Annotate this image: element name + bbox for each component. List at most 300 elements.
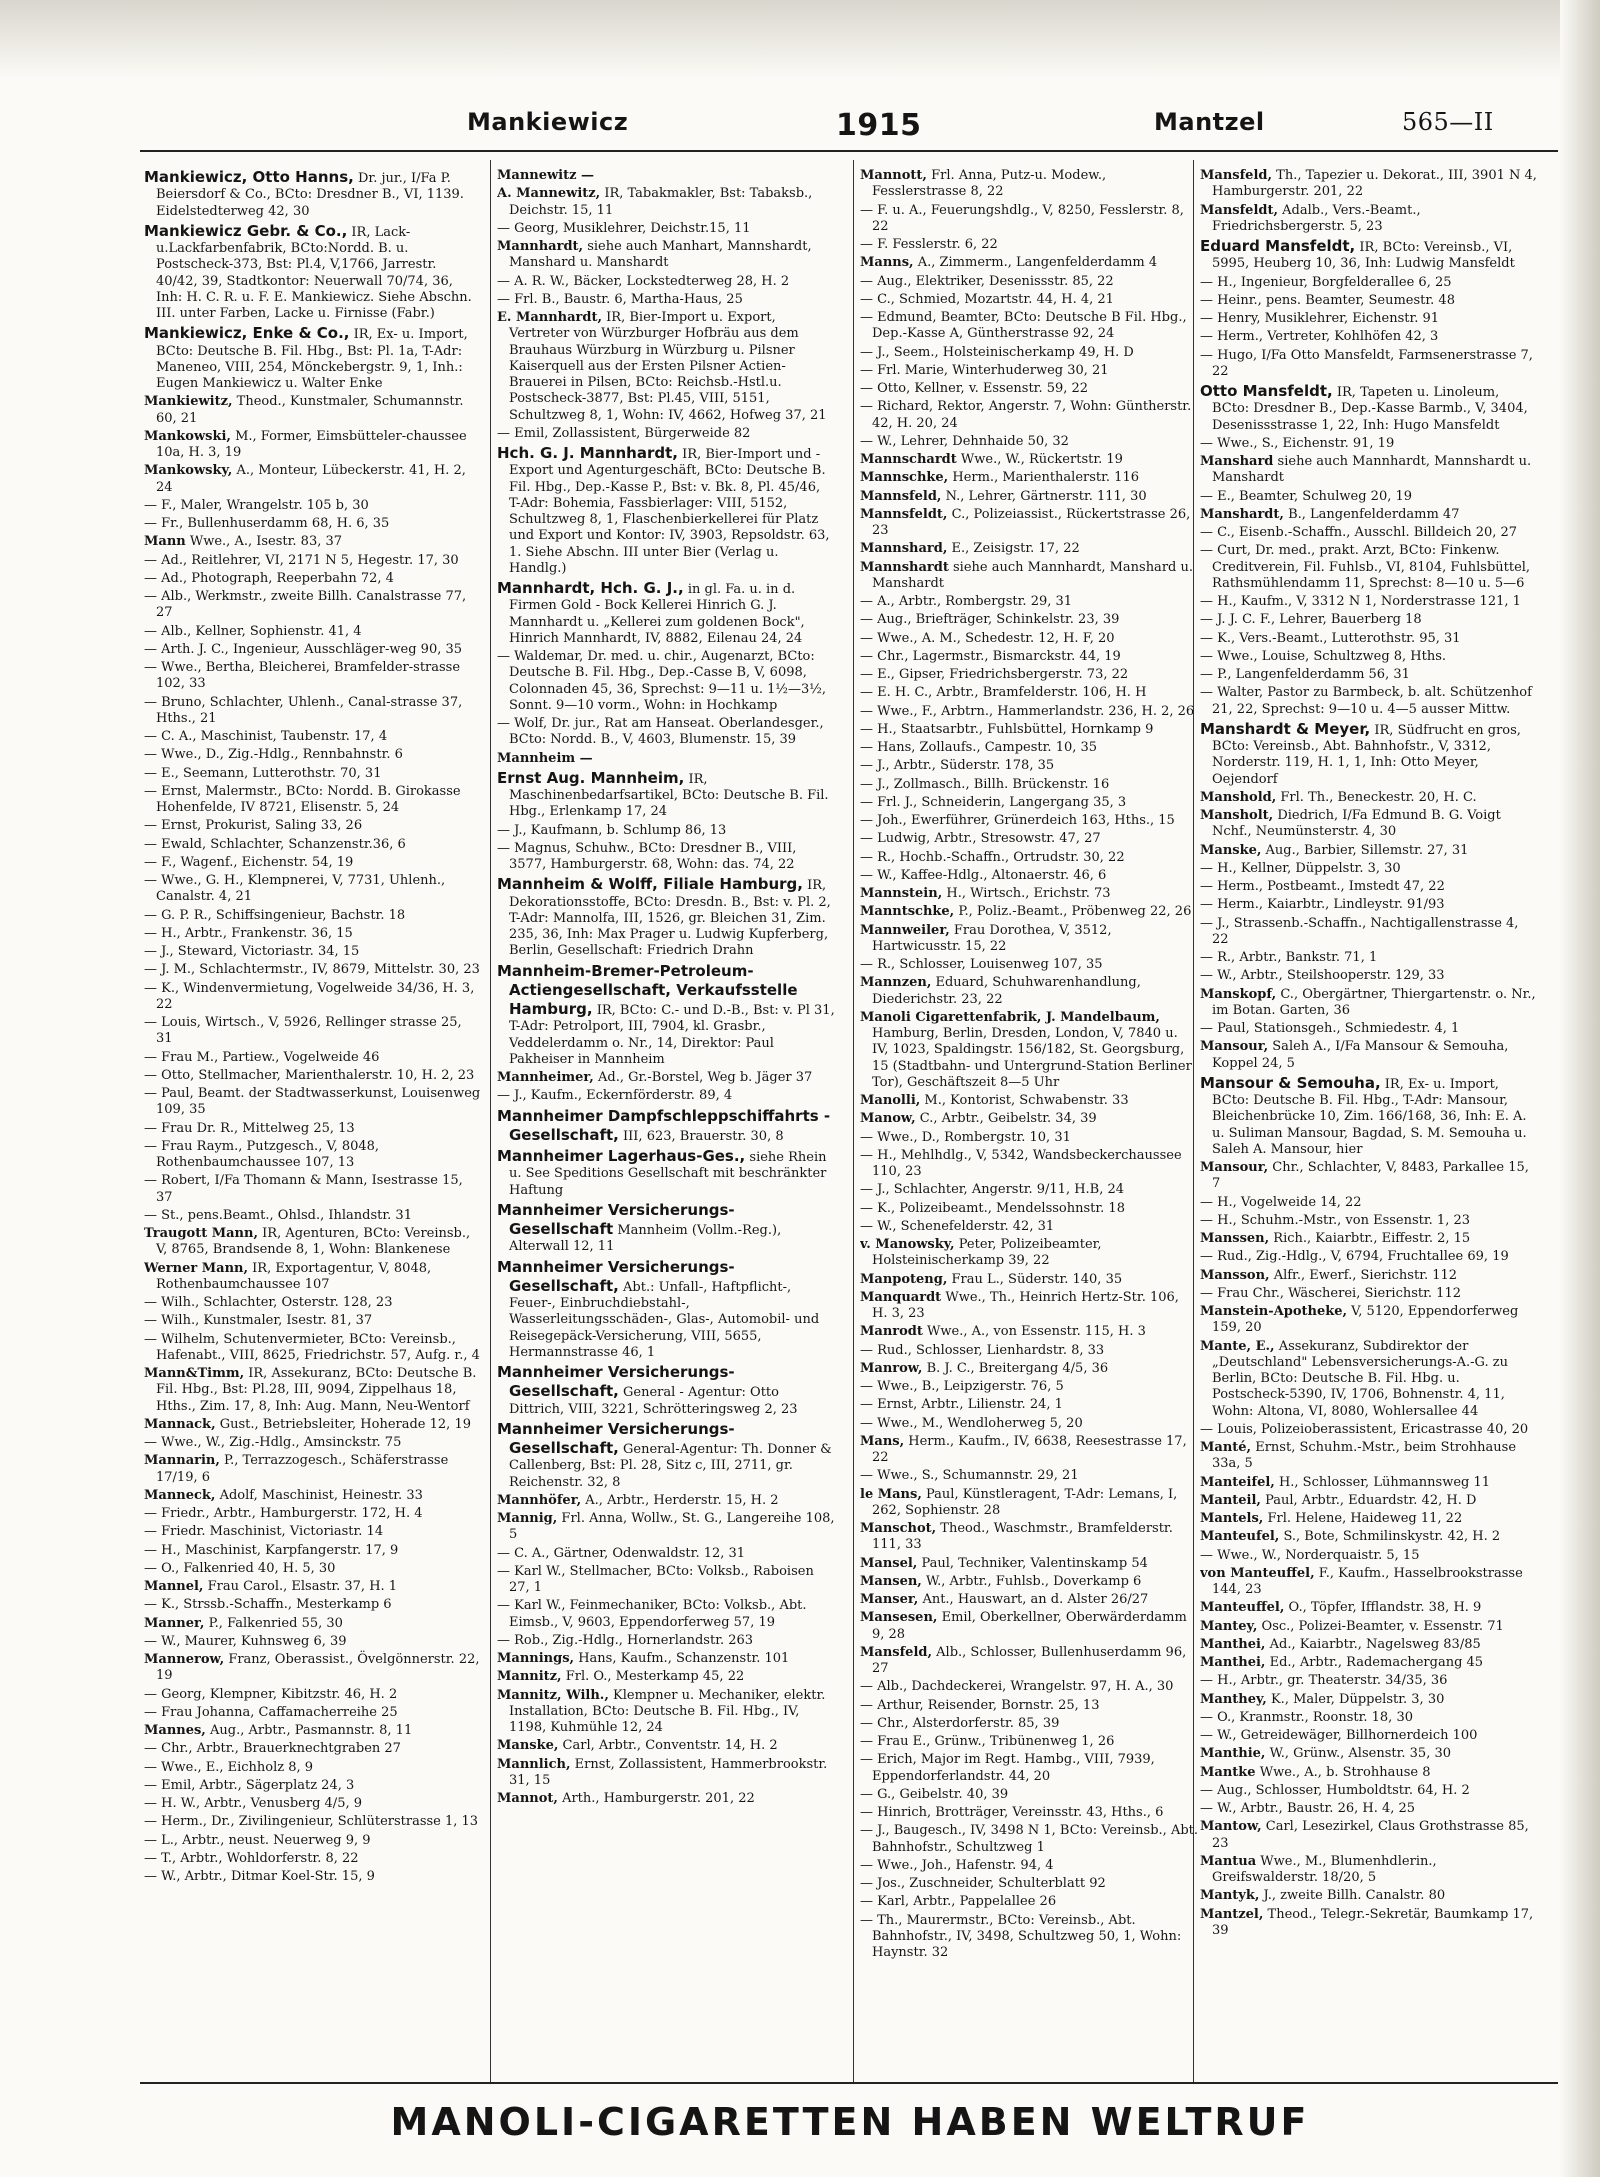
column-4 — [1200, 168, 1538, 2080]
entry-details: — Rob., Zig.-Hdlg., Hornerlandstr. 263 — [497, 1632, 754, 1648]
entry-details: — Georg, Musiklehrer, Deichstr.15, 11 — [497, 220, 751, 236]
entry-details: K., Maler, Düppelstr. 3, 30 — [1270, 1691, 1445, 1707]
entry-details: — Aug., Elektriker, Desenissstr. 85, 22 — [860, 273, 1114, 289]
directory-entry — [860, 560, 1198, 593]
entry-details: — E., Seemann, Lutterothstr. 70, 31 — [144, 765, 382, 781]
entry-details: Wwe., Th., Heinrich Hertz-Str. 106, H. 3, 23 — [872, 1289, 1179, 1321]
entry-details: — W., Arbtr., Steilshooperstr. 129, 33 — [1200, 968, 1445, 984]
entry-name: Mannheimer Versicherungs-Gesellschaft, — [497, 1363, 735, 1401]
directory-entry — [860, 758, 1198, 774]
entry-details: — H., Arbtr., Frankenstr. 36, 15 — [144, 925, 353, 941]
directory-entry — [1200, 861, 1538, 877]
directory-entry — [860, 1521, 1198, 1554]
directory-entry — [860, 1434, 1198, 1467]
directory-entry — [144, 1741, 482, 1757]
directory-entry — [1200, 1728, 1538, 1744]
entry-name: Mannig, — [497, 1511, 558, 1526]
entry-details: — Herm., Kaiarbtr., Lindleystr. 91/93 — [1200, 897, 1445, 913]
directory-entry — [860, 904, 1198, 920]
directory-entry — [1200, 507, 1538, 523]
entry-details: — O., Kranmstr., Roonstr. 18, 30 — [1200, 1709, 1413, 1725]
entry-name: Manteil, — [1200, 1492, 1261, 1508]
directory-entry — [144, 660, 482, 693]
entry-name: Mannzen, — [860, 975, 932, 991]
entry-details: — Hans, Zollaufs., Campestr. 10, 35 — [860, 740, 1098, 755]
entry-details: — F., Wagenf., Eichenstr. 54, 19 — [144, 854, 354, 870]
directory-entry — [497, 1546, 835, 1562]
directory-entry — [144, 1597, 482, 1613]
directory-entry — [144, 1833, 482, 1849]
entry-details: C., Obergärtner, Thiergartenstr. o. Nr., im Botan. Garten, 36 — [1212, 986, 1536, 1018]
directory-entry — [144, 1488, 482, 1504]
entry-name: Mannitz, — [497, 1669, 562, 1685]
entry-details: Frl. Helene, Haideweg 11, 22 — [1267, 1511, 1463, 1526]
entry-details: — E., Gipser, Friedrichsbergerstr. 73, 22 — [860, 667, 1129, 682]
entry-details: — H., Ingenieur, Borgfelderallee 6, 25 — [1200, 274, 1452, 290]
entry-details: — Frau Johanna, Caffamacherreihe 25 — [144, 1704, 398, 1720]
directory-entry — [860, 1379, 1198, 1395]
entry-name: Mantyk, — [1200, 1888, 1260, 1904]
directory-entry — [1200, 382, 1538, 434]
entry-details: — Wwe., D., Zig.-Hdlg., Rennbahnstr. 6 — [144, 747, 403, 763]
directory-entry — [860, 704, 1198, 720]
directory-entry — [144, 944, 482, 960]
entry-details: — Wwe., S., Schumannstr. 29, 21 — [860, 1468, 1079, 1484]
directory-entry — [1200, 897, 1538, 913]
entry-details: — Th., Maurermstr., BCto: Vereinsb., Abt. Bahnhofstr., IV, 3498, Schultzweg 50, 1, Wohn: Haynstr. 32 — [860, 1912, 1182, 1960]
directory-entry — [497, 1258, 835, 1362]
entry-name: Mannheimer Versicherungs-Gesellschaft, — [497, 1419, 735, 1457]
directory-entry — [1200, 1710, 1538, 1726]
entry-details: IR, Bier-Import u. Export, Vertreter von Würzburger Hofbräu aus dem Brauhaus Würzburg in Würzburg u. Pilsner Kaiserquell aus der Ersten Pilsner Actien-Brauerei in Pilsen, BCto: Reichsb.-Hstl.u. Postscheck-3877, Bst: Pl.45, VIII, 5151, Schultzweg 8, 1, Wohn: IV, 4662, Hofweg 37, 21 — [509, 310, 827, 423]
directory-entry — [1200, 329, 1538, 345]
directory-entry — [1200, 1566, 1538, 1599]
directory-entry — [860, 594, 1198, 610]
entry-details: Diedrich, I/Fa Edmund B. G. Voigt Nchf., Neumünsterstr. 4, 30 — [1212, 808, 1501, 840]
entry-name: Mankiewicz, Enke & Co., — [144, 324, 350, 343]
entry-details: — Bruno, Schlachter, Uhlenh., Canal-strasse 37, Hths., 21 — [144, 694, 463, 726]
directory-entry — [144, 1869, 482, 1885]
directory-entry — [144, 1261, 482, 1294]
entry-name: Manske, — [1200, 842, 1262, 858]
entry-details: — Chr., Lagermstr., Bismarckstr. 44, 19 — [860, 648, 1121, 664]
directory-entry — [860, 399, 1198, 432]
directory-entry — [1200, 1231, 1538, 1247]
entry-name: Mannschke, — [860, 470, 949, 486]
entry-details: — J., Baugesch., IV, 3498 N 1, BCto: Vereinsb., Abt. Bahnhofstr., Schultzweg 1 — [860, 1823, 1198, 1855]
directory-entry — [860, 203, 1198, 236]
entry-details: Hans, Kaufm., Schanzenstr. 101 — [578, 1651, 790, 1666]
directory-entry — [144, 1435, 482, 1451]
directory-entry — [860, 1894, 1198, 1910]
directory-entry — [144, 1068, 482, 1084]
entry-details: — Chr., Alsterdorferstr. 85, 39 — [860, 1715, 1060, 1731]
directory-entry — [860, 1858, 1198, 1874]
entry-name: Manser, — [860, 1592, 919, 1607]
directory-entry — [144, 222, 482, 323]
header-rule — [140, 150, 1558, 152]
entry-name: Mannschardt — [860, 452, 957, 467]
directory-entry — [1200, 1619, 1538, 1635]
directory-entry — [144, 1814, 482, 1830]
entry-details: — H., Maschinist, Karpfangerstr. 17, 9 — [144, 1542, 399, 1558]
entry-details: A., Monteur, Lübeckerstr. 41, H. 2, 24 — [156, 463, 466, 495]
entry-name: Mannsfeld, — [860, 488, 942, 504]
directory-entry — [497, 1738, 835, 1754]
entry-details: Frl. Anna, Putz-u. Modew., Fesslerstrasse 8, 22 — [872, 168, 1107, 200]
entry-details: — Wilh., Schlachter, Osterstr. 128, 23 — [144, 1295, 393, 1310]
entry-details: IR, Ex- u. Import, BCto: Deutsche B. Fil. Hbg., Bst: Pl. 1a, T-Adr: Maneneo, VIII, 254, Mönckebergstr. 9, 1, Inh.: Eugen Mankiewicz u. Walter Enke — [156, 327, 468, 391]
directory-entry — [1200, 1268, 1538, 1284]
entry-details: IR, Südfrucht en gros, BCto: Vereinsb., Abt. Bahnhofstr., V, 3312, Norderstr. 119, H. 1, 1, Inh: Otto Meyer, Oejendorf — [1212, 722, 1521, 787]
directory-entry — [497, 716, 835, 749]
entry-details: Assekuranz, Subdirektor der „Deutschland" Lebensversicherungs-A.-G. zu Berlin, BCto: Deutsche B. Fil. Hbg. u. Postscheck-5390, IV, 1706, Bohnenstr. 4, 11, Wohn: Altona, VI, 8080, Wohlersallee 44 — [1212, 1338, 1508, 1419]
entry-name: Mans, — [860, 1433, 905, 1449]
entry-name: Mankowsky, — [144, 463, 233, 479]
directory-entry — [1200, 203, 1538, 236]
directory-entry — [497, 769, 835, 821]
entry-details: Herm., Marienthalerstr. 116 — [952, 470, 1139, 486]
entry-name: Mansfeldt, — [1200, 202, 1279, 218]
entry-name: Otto Mansfeldt, — [1200, 382, 1333, 400]
directory-entry — [497, 875, 835, 959]
entry-details: — G. P. R., Schiffsingenieur, Bachstr. 18 — [144, 907, 406, 923]
entry-details: Ad., Gr.-Borstel, Weg b. Jäger 37 — [597, 1070, 813, 1085]
entry-details: Alb., Schlosser, Bullenhuserdamm 96, 27 — [872, 1644, 1187, 1676]
entry-name: Mannack, — [144, 1416, 216, 1432]
entry-details: — A., Arbtr., Rombergstr. 29, 31 — [860, 594, 1073, 609]
directory-entry — [1200, 168, 1538, 201]
entry-details: E., Zeisigstr. 17, 22 — [951, 541, 1080, 557]
entry-details: — Karl W., Feinmechaniker, BCto: Volksb., Abt. Eimsb., V, 9603, Eppendorferweg 57, 19 — [497, 1598, 807, 1630]
directory-entry — [1200, 790, 1538, 806]
entry-name: Mansfeld, — [1200, 168, 1273, 183]
directory-entry — [860, 1324, 1198, 1340]
entry-details: — Friedr. Maschinist, Victoriastr. 14 — [144, 1524, 384, 1540]
column-3 — [860, 168, 1198, 2080]
entry-details: — J., Schlachter, Angerstr. 9/11, H.B, 24 — [860, 1182, 1125, 1198]
entry-name: Manthei, — [1200, 1655, 1266, 1670]
entry-details: Mannheim (Vollm.-Reg.), Alterwall 12, 11 — [509, 1223, 782, 1255]
directory-entry — [497, 1201, 835, 1256]
directory-entry — [1200, 311, 1538, 327]
directory-entry — [860, 631, 1198, 647]
entry-name: Mannott, — [860, 168, 927, 183]
directory-entry — [144, 1086, 482, 1119]
entry-details: Wwe., A., von Essenstr. 115, H. 3 — [927, 1324, 1146, 1340]
entry-name: Mansour, — [1200, 1039, 1269, 1055]
entry-details: V, 5120, Eppendorferweg 159, 20 — [1212, 1304, 1519, 1336]
entry-details: — Arth. J. C., Ingenieur, Ausschläger-weg 90, 35 — [144, 641, 463, 657]
entry-details: Th., Tapezier u. Dekorat., III, 3901 N 4, Hamburgerstr. 201, 22 — [1212, 168, 1537, 200]
entry-details: — Arthur, Reisender, Bornstr. 25, 13 — [860, 1697, 1100, 1713]
directory-entry — [144, 1796, 482, 1812]
directory-entry — [144, 747, 482, 763]
entry-details: — Jos., Zuschneider, Schulterblatt 92 — [860, 1876, 1106, 1891]
entry-details: — Magnus, Schuhw., BCto: Dresdner B., VIII, 3577, Hamburgerstr. 68, Wohn: das. 74, 22 — [497, 840, 797, 872]
directory-entry — [860, 310, 1198, 343]
directory-entry — [860, 740, 1198, 756]
directory-entry — [1200, 1249, 1538, 1265]
entry-details: — J., Kaufm., Eckernförderstr. 89, 4 — [497, 1088, 733, 1104]
entry-name: Manthei, — [1200, 1636, 1266, 1652]
entry-name: Mansson, — [1200, 1267, 1270, 1283]
entry-name: Mantke — [1200, 1764, 1256, 1780]
directory-entry — [144, 571, 482, 587]
entry-details: — C. A., Maschinist, Taubenstr. 17, 4 — [144, 729, 388, 744]
entry-name: Mansen, — [860, 1573, 922, 1589]
entry-details: Adalb., Vers.-Beamt., Friedrichsbergerstr. 5, 23 — [1212, 202, 1421, 234]
entry-name: Mansholt, — [1200, 808, 1274, 823]
directory-entry — [1200, 1783, 1538, 1799]
directory-entry — [144, 1208, 482, 1224]
entry-details: C., Arbtr., Geibelstr. 34, 39 — [919, 1111, 1097, 1127]
directory-entry — [497, 1598, 835, 1631]
directory-entry — [497, 751, 835, 767]
entry-details: Wwe., W., Rückertstr. 19 — [960, 452, 1123, 467]
entry-details: — Wwe., E., Eichholz 8, 9 — [144, 1759, 314, 1775]
directory-entry — [1200, 1819, 1538, 1852]
entry-name: Mannhöfer, — [497, 1492, 582, 1508]
directory-entry — [1200, 1746, 1538, 1762]
directory-entry — [860, 363, 1198, 379]
entry-name: Mannheimer, — [497, 1070, 594, 1085]
entry-details: — C. A., Gärtner, Odenwaldstr. 12, 31 — [497, 1545, 746, 1561]
entry-details: — J., Steward, Victoriastr. 34, 15 — [144, 944, 360, 959]
directory-entry — [144, 1543, 482, 1559]
entry-name: Manns, — [860, 255, 914, 271]
directory-entry — [497, 1633, 835, 1649]
entry-details: — H., Vogelweide 14, 22 — [1200, 1194, 1362, 1210]
directory-entry — [860, 255, 1198, 271]
entry-details: — F. Fesslerstr. 6, 22 — [860, 237, 998, 252]
entry-details: Frl. O., Mesterkamp 45, 22 — [565, 1669, 745, 1685]
entry-details: — P., Langenfelderdamm 56, 31 — [1200, 667, 1410, 682]
entry-details: Adolf, Maschinist, Heinestr. 33 — [219, 1487, 423, 1503]
directory-entry — [860, 1556, 1198, 1572]
directory-entry — [860, 1913, 1198, 1962]
entry-details: P., Terrazzogesch., Schäferstrasse 17/19, 6 — [156, 1453, 449, 1485]
directory-entry — [144, 1778, 482, 1794]
directory-entry — [860, 507, 1198, 540]
directory-entry — [144, 1579, 482, 1595]
entry-details: — Fr., Bullenhuserdamm 68, H. 6, 35 — [144, 516, 390, 531]
directory-entry — [860, 1343, 1198, 1359]
entry-details: A., Zimmerm., Langenfelderdamm 4 — [917, 255, 1158, 271]
entry-details: — Wilhelm, Schutenvermieter, BCto: Vereinsb., Hafenabt., VIII, 8625, Friedrichstr. 57, Aufg. r., 4 — [144, 1331, 480, 1363]
directory-entry — [860, 489, 1198, 505]
entry-details: — Paul, Stationsgeh., Schmiedestr. 4, 1 — [1200, 1021, 1460, 1036]
directory-entry — [144, 624, 482, 640]
directory-entry — [144, 1121, 482, 1137]
entry-details: — Wwe., G. H., Klempnerei, V, 7731, Uhlenh., Canalstr. 4, 21 — [144, 873, 446, 905]
entry-name: Eduard Mansfeldt, — [1200, 237, 1356, 255]
directory-entry — [860, 1237, 1198, 1270]
entry-details: — Frau Chr., Wäscherei, Sierichstr. 112 — [1200, 1285, 1461, 1301]
directory-entry — [144, 1015, 482, 1048]
directory-entry — [497, 221, 835, 237]
entry-details: Theod., Telegr.-Sekretär, Baumkamp 17, 39 — [1212, 1906, 1534, 1938]
directory-entry — [144, 766, 482, 782]
entry-name: Hch. G. J. Mannhardt, — [497, 444, 678, 462]
directory-entry — [860, 923, 1198, 956]
directory-entry — [144, 1453, 482, 1486]
directory-entry — [860, 1219, 1198, 1235]
directory-entry — [144, 981, 482, 1014]
entry-details: O., Töpfer, Ifflandstr. 38, H. 9 — [1288, 1600, 1482, 1616]
entry-details: — Wwe., W., Norderquaistr. 5, 15 — [1200, 1547, 1420, 1563]
column-divider — [490, 160, 491, 2082]
entry-details: — Louis, Wirtsch., V, 5926, Rellinger strasse 25, 31 — [144, 1015, 462, 1047]
directory-entry — [1200, 987, 1538, 1020]
entry-name: Mannel, — [144, 1579, 204, 1594]
entry-details: — Ernst, Malermstr., BCto: Nordd. B. Girokasse Hohenfelde, IV 8721, Elisenstr. 5, 24 — [144, 783, 461, 815]
directory-entry — [497, 1669, 835, 1685]
entry-details: — J., Seem., Holsteinischerkamp 49, H. D — [860, 344, 1134, 360]
entry-details: — R., Schlosser, Louisenweg 107, 35 — [860, 957, 1103, 972]
entry-details: — R., Arbtr., Bankstr. 71, 1 — [1200, 950, 1378, 965]
entry-details: — H., Kaufm., V, 3312 N 1, Norderstrasse 121, 1 — [1200, 594, 1521, 609]
entry-name: Mannheimer Versicherungs-Gesellschaft, — [497, 1257, 735, 1295]
entry-details: — Rud., Schlosser, Lienhardstr. 8, 33 — [860, 1342, 1105, 1358]
page-right-shadow — [1560, 0, 1600, 2177]
entry-details: M., Former, Eimsbütteler-chaussee 10a, H. 3, 19 — [156, 428, 467, 460]
entry-details: — K., Strssb.-Schaffn., Mesterkamp 6 — [144, 1597, 392, 1613]
entry-details: — Wwe., A. M., Schedestr. 12, H. F, 20 — [860, 630, 1115, 646]
entry-name: Manoli Cigarettenfabrik, J. Mandelbaum, — [860, 1009, 1160, 1025]
entry-details: Franz, Oberassist., Övelgönnerstr. 22, 19 — [156, 1652, 480, 1684]
entry-name: Ernst Aug. Mannheim, — [497, 768, 685, 787]
directory-entry — [144, 553, 482, 569]
directory-entry — [497, 1564, 835, 1597]
entry-details: H., Wirtsch., Erichstr. 73 — [946, 886, 1111, 901]
entry-details: — H., Staatsarbtr., Fuhlsbüttel, Hornkamp 9 — [860, 721, 1154, 737]
directory-entry — [144, 1851, 482, 1867]
entry-details: — Ad., Reitlehrer, VI, 2171 N 5, Hegestr. 17, 30 — [144, 552, 459, 568]
directory-entry — [860, 237, 1198, 253]
entry-details: — Frau M., Partiew., Vogelweide 46 — [144, 1049, 380, 1065]
entry-name: Manshardt, — [1200, 506, 1284, 522]
directory-entry — [1200, 237, 1538, 273]
directory-entry — [860, 1645, 1198, 1678]
entry-name: Mankiewicz Gebr. & Co., — [144, 221, 348, 240]
entry-details: — Waldemar, Dr. med. u. chir., Augenarzt, BCto: Deutsche B. Fil. Hbg., Dep.-Casse B, V, 6098, Colonnaden 45, 36, Sprechst: 9—11 u. 1½—3½, Sonnt. 9—10 vorm., Wohn: in Hochkamp — [497, 649, 827, 713]
entry-name: Mannheimer Dampfschleppschiffahrts - Gesellschaft, — [497, 1106, 831, 1144]
directory-entry — [860, 831, 1198, 847]
entry-name: Mannhardt, Hch. G. J., — [497, 579, 684, 597]
entry-details: — J., Zollmasch., Billh. Brückenstr. 16 — [860, 776, 1110, 792]
entry-details: — F., Maler, Wrangelstr. 105 b, 30 — [144, 497, 369, 513]
entry-details: — Wwe., Louise, Schultzweg 8, Hths. — [1200, 648, 1447, 664]
entry-details: — H. W., Arbtr., Venusberg 4/5, 9 — [144, 1796, 362, 1811]
entry-name: Manthie, — [1200, 1746, 1266, 1762]
directory-entry — [497, 1070, 835, 1086]
entry-details: Emil, Oberkellner, Oberwärderdamm 9, 28 — [872, 1610, 1187, 1642]
entry-details: General - Agentur: Otto Dittrich, VIII, 3221, Schrötteringsweg 2, 23 — [509, 1385, 798, 1417]
entry-name: A. Mannewitz, — [497, 186, 601, 202]
entry-details: — Richard, Rektor, Angerstr. 7, Wohn: Güntherstr. 42, H. 20, 24 — [860, 399, 1192, 431]
entry-name: Mankiewitz, — [144, 394, 233, 410]
entry-name: Manschot, — [860, 1521, 937, 1536]
entry-details: Frau Dorothea, V, 3512, Hartwicusstr. 15, 22 — [872, 922, 1112, 954]
entry-name: Mantzel, — [1200, 1906, 1264, 1922]
entry-name: Mannsfeldt, — [860, 506, 948, 522]
directory-entry — [144, 962, 482, 978]
entry-details: H., Schlosser, Lühmannsweg 11 — [1278, 1474, 1491, 1490]
directory-entry — [144, 1652, 482, 1685]
directory-entry — [860, 168, 1198, 201]
directory-entry — [1200, 1888, 1538, 1904]
entry-details: Klempner u. Mechaniker, elektr. Installation, BCto: Deutsche B. Fil. Hbg., IV, 1198, Kuhmühle 12, 24 — [509, 1687, 826, 1735]
directory-entry — [497, 239, 835, 272]
entry-details: — Frl. B., Baustr. 6, Martha-Haus, 25 — [497, 291, 743, 307]
entry-details: B. J. C., Breitergang 4/5, 36 — [926, 1360, 1109, 1376]
directory-entry — [860, 649, 1198, 665]
directory-entry — [144, 855, 482, 871]
directory-entry — [1200, 1195, 1538, 1211]
entry-details: siehe auch Manhart, Mannshardt, Manshard u. Manshardt — [509, 239, 812, 271]
entry-name: Mannes, — [144, 1723, 206, 1738]
entry-details: — K., Polizeibeamt., Mendelssohnstr. 18 — [860, 1200, 1125, 1216]
directory-entry — [860, 868, 1198, 884]
entry-details: — Wolf, Dr. jur., Rat am Hanseat. Oberlandesger., BCto: Nordd. B., V, 4603, Blumenstr. 15, 39 — [497, 716, 824, 748]
directory-entry — [144, 1687, 482, 1703]
directory-entry — [144, 1226, 482, 1259]
entry-details: IR, Lack-u.Lackfarbenfabrik, BCto:Nordd. B. u. Postscheck-373, Bst: Pl.4, V,1766, Jarrestr. 40/42, 39, Stadtkontor: Neuerwall 70/74, 36, Inh: H. C. R. u. F. E. Mankiewicz. Siehe Abschn. III. unter Farben, Lacke u. Firnisse (Fabr.) — [156, 224, 472, 321]
directory-entry — [860, 1734, 1198, 1750]
entry-details: — W., Lehrer, Dehnhaide 50, 32 — [860, 433, 1069, 449]
entry-name: Manow, — [860, 1111, 916, 1127]
entry-details: Carl, Arbtr., Conventstr. 14, H. 2 — [562, 1738, 778, 1754]
entry-details: — C., Eisenb.-Schaffn., Ausschl. Billdeich 20, 27 — [1200, 525, 1518, 540]
entry-name: le Mans, — [860, 1486, 922, 1502]
entry-details: — Ludwig, Arbtr., Stresowstr. 47, 27 — [860, 831, 1101, 847]
entry-details: — Frau Raym., Putzgesch., V, 8048, Rothenbaumchaussee 107, 13 — [144, 1138, 380, 1170]
entry-name: Mannheimer Versicherungs-Gesellschaft — [497, 1200, 735, 1238]
entry-name: Mannlich, — [497, 1756, 571, 1772]
entry-details: III, 623, Brauerstr. 30, 8 — [623, 1128, 784, 1144]
directory-entry — [144, 516, 482, 532]
entry-details: Frau L., Süderstr. 140, 35 — [951, 1271, 1123, 1287]
directory-entry — [1200, 1907, 1538, 1940]
directory-entry — [144, 837, 482, 853]
entry-details: Rich., Kaiarbtr., Eiffestr. 2, 15 — [1273, 1231, 1471, 1246]
directory-entry — [144, 1524, 482, 1540]
directory-entry — [1200, 667, 1538, 683]
directory-entry — [497, 841, 835, 874]
directory-entry — [1200, 1286, 1538, 1302]
entry-details: Ed., Arbtr., Rademachergang 45 — [1269, 1655, 1484, 1670]
directory-entry — [860, 1574, 1198, 1590]
entry-name: Manteifel, — [1200, 1474, 1275, 1490]
entry-details: Ernst, Schuhm.-Mstr., beim Strohhause 33a, 5 — [1212, 1440, 1517, 1472]
directory-entry — [1200, 968, 1538, 984]
entry-details: — Karl W., Stellmacher, BCto: Volksb., Raboisen 27, 1 — [497, 1563, 814, 1595]
directory-entry — [1200, 1493, 1538, 1509]
entry-details: Peter, Polizeibeamter, Holsteinischerkamp 39, 22 — [872, 1237, 1102, 1269]
directory-entry — [144, 324, 482, 392]
entry-details: F., Kaufm., Hasselbrookstrasse 144, 23 — [1212, 1565, 1523, 1597]
directory-entry — [1200, 1339, 1538, 1420]
entry-details: Eduard, Schuhwarenhandlung, Diederichstr. 23, 22 — [872, 975, 1141, 1007]
entry-details: — J., Strassenb.-Schaffn., Nachtigallenstrasse 4, 22 — [1200, 915, 1519, 947]
entry-details: S., Bote, Schmilinskystr. 42, H. 2 — [1283, 1529, 1501, 1545]
directory-entry — [144, 429, 482, 462]
column-divider — [853, 160, 854, 2082]
entry-name: Manquardt — [860, 1289, 942, 1305]
entry-details: — Karl, Arbtr., Pappelallee 26 — [860, 1894, 1057, 1910]
directory-entry — [144, 908, 482, 924]
